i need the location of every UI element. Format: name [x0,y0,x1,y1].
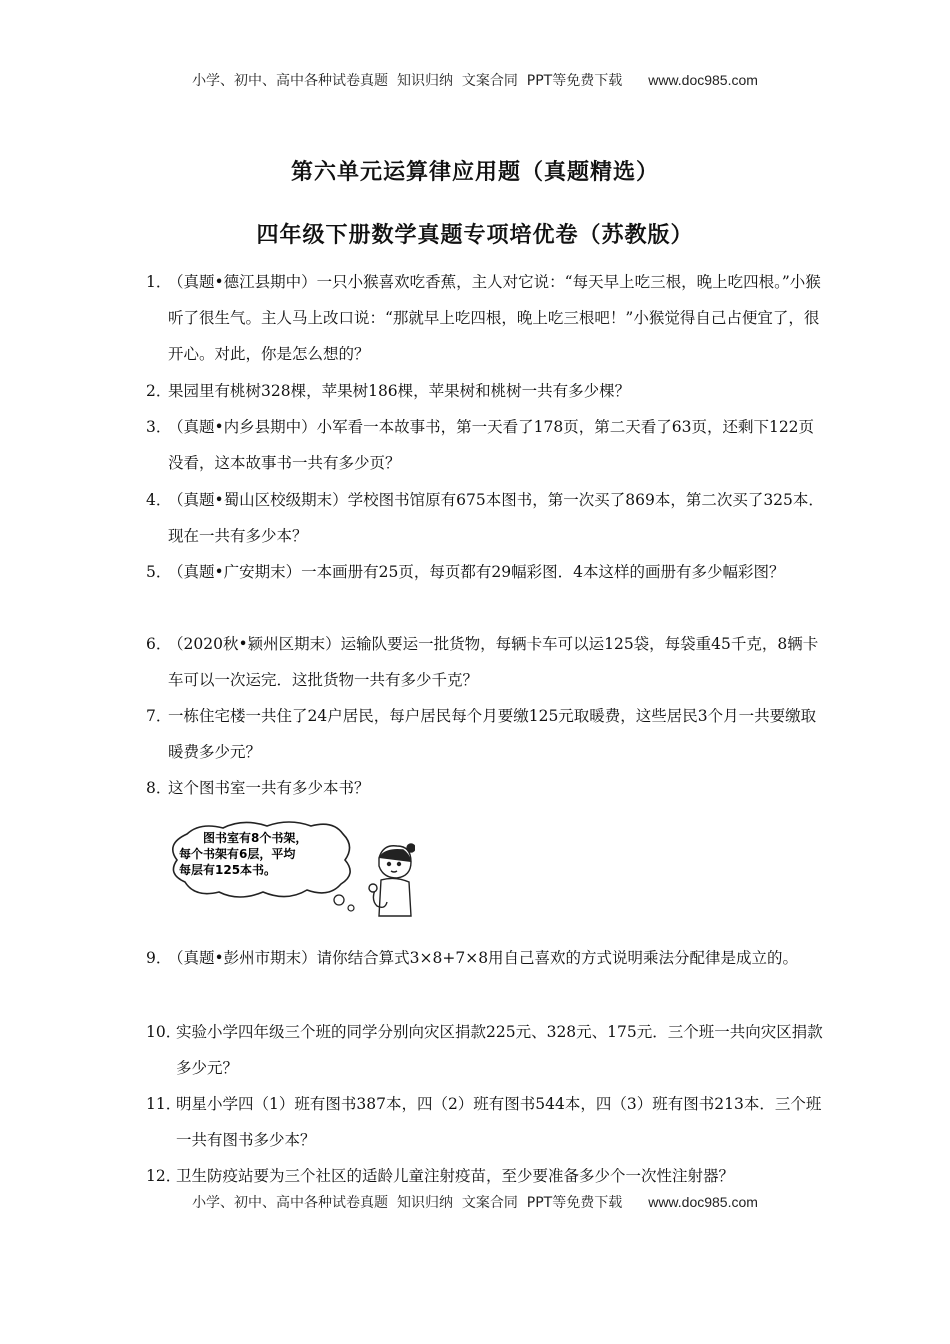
thought-dot-icon [348,905,354,911]
bubble-line-3: 每层有125本书。 [179,863,277,877]
page-footer [0,1192,950,1212]
header-text: 小学、初中、高中各种试卷真题 知识归纳 文案合同 PPT等免费下载 [192,73,623,89]
question-text: 一栋住宅楼一共住了24户居民，每户居民每个月要缴125元取暖费，这些居民3个月一共要缴取暖费多少元？ [168,707,817,761]
page-title: 第六单元运算律应用题（真题精选） [290,160,659,185]
question-text: 果园里有桃树328棵，苹果树186棵，苹果树和桃树一共有多少棵？ [168,382,631,400]
question-number: 8． [146,779,172,797]
question-number: 4． [146,491,172,509]
question-number: 12． [146,1167,182,1185]
question-6 [146,626,826,698]
footer-url[interactable]: www.doc985.com [648,1194,758,1210]
illustration [165,818,415,918]
girl-icon [369,844,415,916]
thought-dot-icon [334,895,344,905]
question-5 [146,554,826,590]
question-text: （真题•德江县期中）一只小猴喜欢吃香蕉，主人对它说：“每天早上吃三根，晚上吃四根。”小猴听了很生气。主人马上改口说：“那就早上吃四根，晚上吃三根吧！”小猴觉得自己占便宜了，很开心。对此，你是怎么想的？ [168,273,821,363]
question-text: （真题•彭州市期末）请你结合算式3×8+7×8用自己喜欢的方式说明乘法分配律是成立的。 [168,949,799,967]
page-header [0,70,950,90]
question-text: （真题•广安期末）一本画册有25页，每页都有29幅彩图．4本这样的画册有多少幅彩图？ [168,563,785,581]
question-text: 实验小学四年级三个班的同学分别向灾区捐款225元、328元、175元．三个班一共向灾区捐款多少元？ [176,1023,823,1077]
question-2 [146,373,826,409]
question-text: 明星小学四（1）班有图书387本，四（2）班有图书544本，四（3）班有图书213本．三个班一共有图书多少本？ [176,1095,822,1149]
question-text: 这个图书室一共有多少本书？ [168,779,370,797]
bubble-line-1: 图书室有8个书架， [203,831,308,845]
question-7 [146,698,826,770]
question-number: 1． [146,273,172,291]
question-text: （真题•内乡县期中）小军看一本故事书，第一天看了178页，第二天看了63页，还剩下122页没看，这本故事书一共有多少页？ [168,418,815,472]
question-11 [146,1086,826,1158]
question-number: 3． [146,418,172,436]
question-text: （2020秋•颍州区期末）运输队要运一批货物，每辆卡车可以运125袋，每袋重45千克，8辆卡车可以一次运完．这批货物一共有多少千克？ [168,635,819,689]
question-9 [146,940,826,976]
question-number: 6． [146,635,172,653]
question-8 [146,770,826,806]
question-1 [146,264,826,372]
question-number: 9． [146,949,172,967]
bubble-line-2: 每个书架有6层，平均 [179,847,296,861]
question-number: 10． [146,1023,182,1041]
footer-text: 小学、初中、高中各种试卷真题 知识归纳 文案合同 PPT等免费下载 [192,1195,623,1211]
question-3 [146,409,826,481]
question-number: 7． [146,707,172,725]
page-subtitle: 四年级下册数学真题专项培优卷（苏教版） [256,223,694,248]
question-text: 卫生防疫站要为三个社区的适龄儿童注射疫苗，至少要准备多少个一次性注射器？ [176,1167,735,1185]
question-number: 5． [146,563,172,581]
question-4 [146,482,826,554]
question-10 [146,1014,826,1086]
question-text: （真题•蜀山区校级期末）学校图书馆原有675本图书，第一次买了869本，第二次买了325本．现在一共有多少本？ [168,491,824,545]
header-url[interactable]: www.doc985.com [648,72,758,88]
question-number: 11． [146,1095,182,1113]
question-12 [146,1158,826,1194]
question-number: 2． [146,382,172,400]
